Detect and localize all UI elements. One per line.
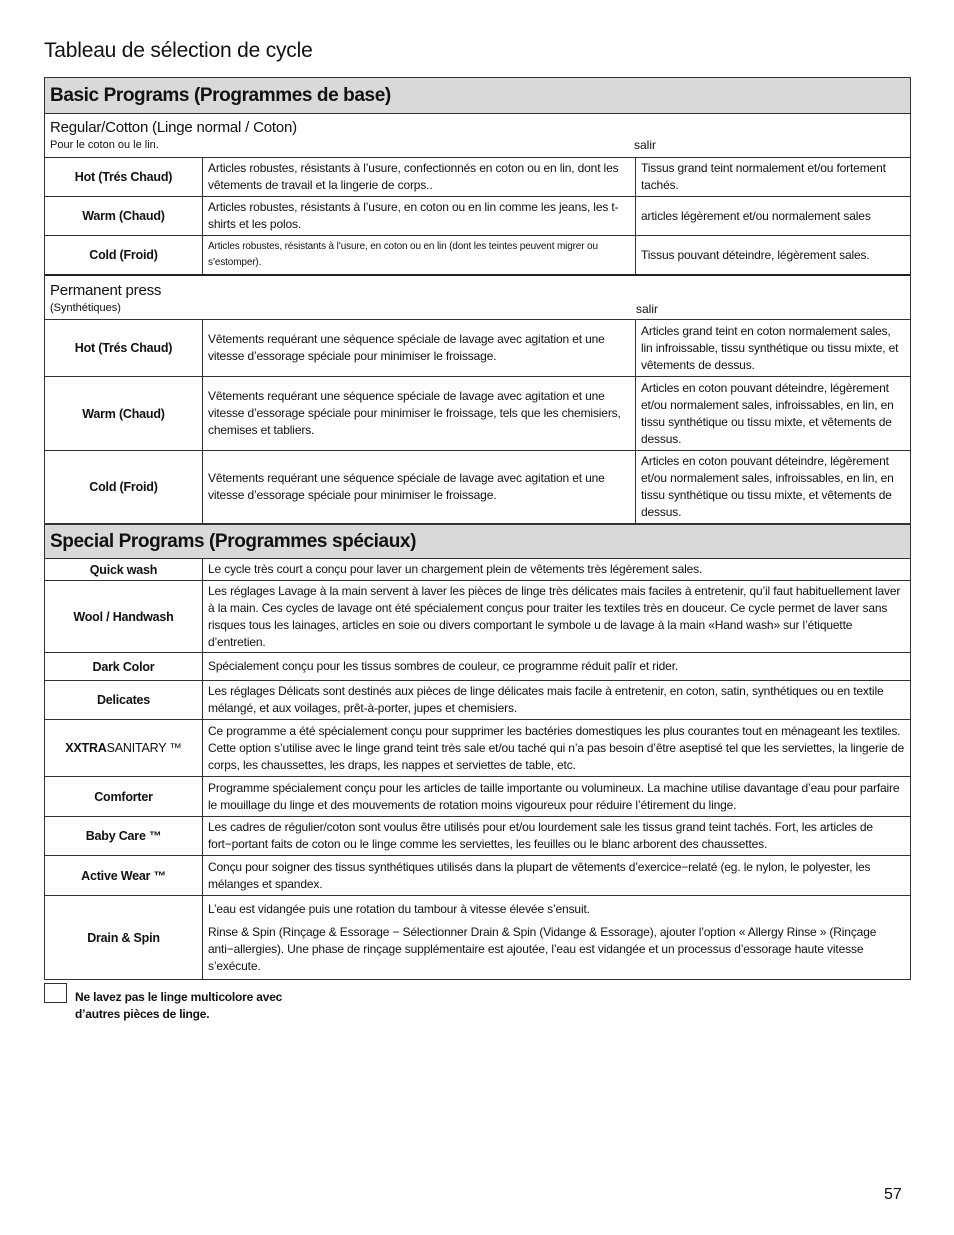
row-label: Hot (Trés Chaud) [45, 158, 203, 196]
row-text: L’eau est vidangée puis une rotation du tambour à vitesse élevée s’ensuit. [208, 901, 590, 916]
row-description [203, 581, 910, 652]
footnote-symbol-box [44, 983, 67, 1003]
row-soil-level: articles légèrement et/ou normalement sales [641, 208, 871, 223]
row-label: Cold (Froid) [45, 236, 203, 274]
table-row [45, 817, 910, 856]
table-row [45, 720, 910, 777]
row-label: Active Wear ™ [45, 856, 203, 895]
row-label: Wool / Handwash [45, 581, 203, 652]
sanitary-label: SANITARY ™ [106, 741, 182, 755]
table-row [45, 377, 910, 451]
row-text: Ce programme a été spécialement conçu pour supprimer les bactéries domestiques les plus courantes tout en ménageant les textiles. Cette option s’utilise avec le linge grand teint très sale et/ou taché qui n’a pas besoin d’être aseptisé tel que les serviettes, la lingerie de corps, les chaussettes, les draps, les nappes et serviettes de table, etc. [208, 723, 905, 772]
row-description [203, 720, 910, 776]
special-programs-header: Special Programs (Programmes spéciaux) [45, 524, 910, 559]
row-text: Spécialement conçu pour les tissus sombres de couleur, ce programme réduit palîr et rider. [208, 659, 679, 673]
xxtra-label: XXTRA [65, 741, 107, 755]
row-soil-level: Tissus grand teint normalement et/ou fortement tachés. [641, 161, 886, 192]
table-row [45, 653, 910, 681]
table-row [45, 559, 910, 581]
row-text: Programme spécialement conçu pour les articles de taille importante ou volumineux. La machine utilise davantage d’eau pour parfaire le mouillage du linge et des mouvements de rotation moins vigoureux pour réduire l’étirement du linge. [208, 780, 900, 812]
row-label: Comforter [45, 777, 203, 816]
row-text-secondary: Rinse & Spin (Rinçage & Essorage − Sélectionner Drain & Spin (Vidange & Essorage), ajouter l’option « Allergy Rinse » (Rinçage anti−allergies). Une phase de rinçage supplémentaire est ajoutée, l’eau est vidangée et un processus d’essorage haute vitesse s’exécute. [208, 924, 877, 973]
row-description [203, 817, 910, 855]
row-text: Les réglages Délicats sont destinés aux pièces de linge délicates mais facile à entretenir, en coton, satin, synthétiques ou en textile mélangé, et aux voilages, prêt-à-porter, jupes et chemisiers. [208, 684, 884, 715]
row-soil-level: Articles grand teint en coton normalement sales, lin infroissable, tissu synthétique ou tissu mixte, et vêtements de dessus. [641, 323, 899, 372]
basic-programs-header: Basic Programs (Programmes de base) [45, 78, 910, 114]
table-row [45, 236, 910, 276]
row-label: Delicates [45, 681, 203, 719]
row-label: Drain & Spin [45, 896, 203, 979]
regular-cotton-salir: salir [634, 138, 657, 152]
row-description: Articles robustes, résistants à l’usure, confectionnés en coton ou en lin, dont les vêtements de travail et la lingerie de corps.. [203, 158, 636, 196]
regular-cotton-title: Regular/Cotton (Linge normal / Coton) [50, 119, 297, 136]
row-label: Dark Color [45, 653, 203, 680]
regular-cotton-subheader [45, 114, 910, 158]
row-description [203, 653, 910, 680]
row-text: Les cadres de régulier/coton sont voulus être utilisés pour et/ou lourdement sale les tissus grand teint tachés. Fort, les articles de fort−portant faits de coton ou le linge comme les serviettes, les feuilles ou le blanc arborent des chaussettes. [208, 820, 873, 851]
row-label: Warm (Chaud) [45, 377, 203, 450]
row-text: Les réglages Lavage à la main servent à laver les pièces de linge très délicates mais faciles à entretenir, qu’il faut habituellement laver à la main. Ces cycles de lavage ont été spécialement conçus pour traiter les textiles très en douceur. Ce cycle permet de laver sans risques tous les lainages, articles en soie ou divers comportant le symbole u de lavage à la main «Hand wash» sur l’étiquette d’entretien. [208, 583, 901, 649]
table-row [45, 681, 910, 720]
row-description: Vêtements requérant une séquence spéciale de lavage avec agitation et une vitesse d’essorage spéciale pour minimiser le froissage. [203, 320, 636, 376]
table-row [45, 320, 910, 377]
row-description: Articles robustes, résistants à l’usure, en coton ou en lin (dont les teintes peuvent migrer ou s’estomper). [203, 236, 636, 274]
row-description [203, 559, 910, 580]
table-row [45, 197, 910, 236]
table-row [45, 158, 910, 197]
row-label: Hot (Trés Chaud) [45, 320, 203, 376]
permanent-press-subheader [45, 276, 910, 320]
page-number: 57 [884, 1186, 902, 1203]
cycle-selection-table [44, 77, 911, 980]
row-description [203, 896, 910, 979]
table-row [45, 896, 910, 979]
table-row [45, 451, 910, 524]
row-description: Articles robustes, résistants à l’usure, en coton ou en lin comme les jeans, les t-shirts et les polos. [203, 197, 636, 235]
row-label [45, 720, 203, 776]
row-soil-level: Articles en coton pouvant déteindre, légèrement et/ou normalement sales, infroissables, en lin, en tissu synthétique ou tissu mixte, et vêtements de dessus. [641, 454, 894, 519]
row-label: Warm (Chaud) [45, 197, 203, 235]
row-soil-level: Tissus pouvant déteindre, légèrement sales. [641, 247, 870, 262]
permanent-press-note: (Synthétiques) [50, 302, 121, 314]
page-title: Tableau de sélection de cycle [44, 39, 313, 62]
table-row [45, 581, 910, 653]
row-description [203, 681, 910, 719]
table-row [45, 856, 910, 896]
row-label: Quick wash [45, 559, 203, 580]
footnote-text: Ne lavez pas le linge multicolore avec d’autres pièces de linge. [75, 990, 283, 1021]
row-label: Baby Care ™ [45, 817, 203, 855]
table-row [45, 777, 910, 817]
row-description: Vêtements requérant une séquence spéciale de lavage avec agitation et une vitesse d’essorage spéciale pour minimiser le froissage. [203, 451, 636, 523]
row-text: Conçu pour soigner des tissus synthétiques utilisés dans la plupart de vêtements d’exercice−relaté (eg. le nylon, le polyester, les mélanges et spandex. [208, 859, 871, 891]
permanent-press-salir: salir [636, 302, 659, 316]
row-description: Vêtements requérant une séquence spéciale de lavage avec agitation et une vitesse d’essorage spéciale pour minimiser le froissage, tels que les chemisiers, chemises et tabliers. [203, 377, 636, 450]
row-description [203, 856, 910, 895]
regular-cotton-note: Pour le coton ou le lin. [50, 139, 159, 151]
row-soil-level: Articles en coton pouvant déteindre, légèrement et/ou normalement sales, infroissables, en lin, en tissu synthétique ou tissu mixte, et vêtements de dessus. [641, 380, 894, 446]
row-description [203, 777, 910, 816]
row-label: Cold (Froid) [45, 451, 203, 523]
permanent-press-title: Permanent press [50, 282, 162, 299]
row-text: Le cycle très court a conçu pour laver un chargement plein de vêtements très légèrement sales. [208, 562, 703, 576]
